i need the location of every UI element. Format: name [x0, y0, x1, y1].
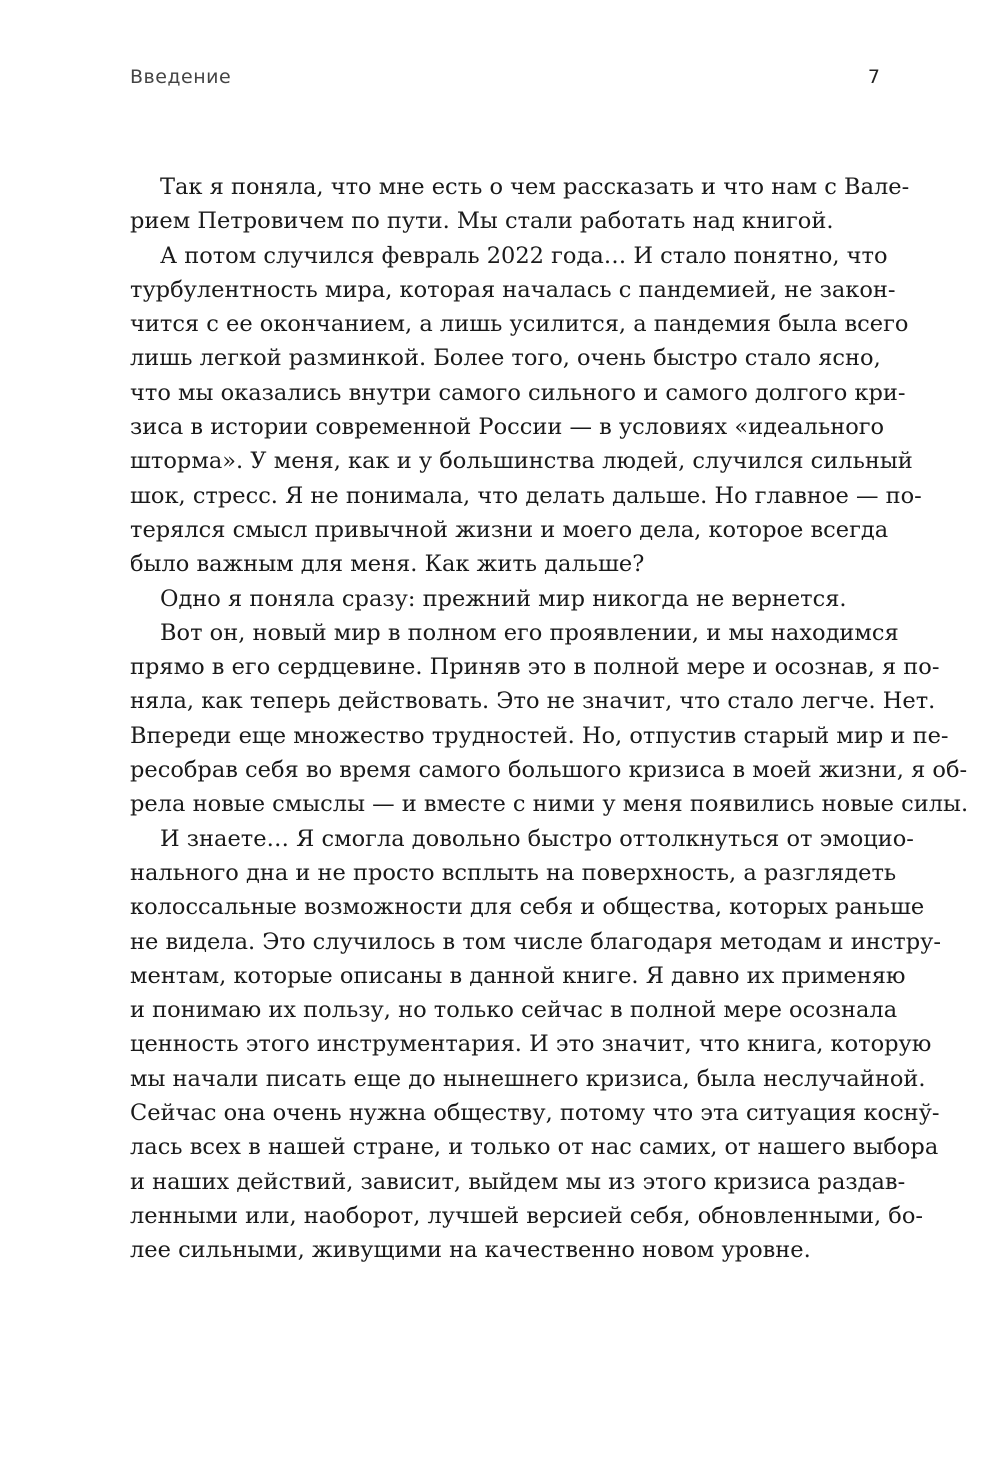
text-line: ленными или, наоборот, лучшей версией себя, обновленными, бо-: [130, 1202, 924, 1229]
body-text: [130, 170, 969, 1268]
text-line: Впереди еще множество трудностей. Но, отпустив старый мир и пе-: [130, 722, 949, 749]
text-line: лее сильными, живущими на качественно новом уровне.: [130, 1237, 811, 1264]
text-line: ментам, которые описаны в данной книге. Я давно их применяю: [130, 962, 906, 989]
text-line: рела новые смыслы — и вместе с ними у меня появились новые силы.: [130, 791, 969, 818]
text-line: зиса в истории современной России — в условиях «идеального: [130, 414, 885, 441]
text-line: Вот он, новый мир в полном его проявлении, и мы находимся: [160, 619, 899, 646]
page-number: 7: [867, 66, 880, 88]
text-line: чится с ее окончанием, а лишь усилится, а пандемия была всего: [130, 311, 909, 338]
text-line: турбулентность мира, которая началась с пандемией, не закон-: [130, 276, 896, 303]
text-line: и понимаю их пользу, но только сейчас в полной мере осознала: [130, 997, 898, 1024]
paragraph: [130, 822, 941, 1268]
text-line: няла, как теперь действовать. Это не значит, что стало легче. Нет.: [130, 688, 936, 715]
text-line: шторма». У меня, как и у большинства людей, случился сильный: [130, 448, 913, 475]
running-head: Введение: [130, 66, 232, 88]
text-line: И знаете… Я смогла довольно быстро оттолкнуться от эмоцио-: [160, 825, 914, 852]
text-line: лась всех в нашей стране, и только от нас самих, от нашего выбора: [130, 1134, 939, 1161]
paragraph: [130, 239, 922, 582]
text-line: шок, стресс. Я не понимала, что делать дальше. Но главное — по-: [130, 482, 922, 509]
text-line: нального дна и не просто всплыть на поверхность, а разглядеть: [130, 859, 897, 886]
text-line: что мы оказались внутри самого сильного и самого долгого кри-: [130, 379, 906, 406]
text-line: терялся смысл привычной жизни и моего дела, которое всегда: [130, 516, 889, 543]
paragraph: [130, 582, 873, 616]
text-line: колоссальные возможности для себя и общества, которых раньше: [130, 894, 925, 921]
text-line: не видела. Это случилось в том числе благодаря методам и инстру-: [130, 928, 941, 955]
paragraph: [130, 616, 969, 822]
paragraph: [130, 170, 910, 239]
text-line: было важным для меня. Как жить дальше?: [130, 551, 645, 578]
text-line: лишь легкой разминкой. Более того, очень быстро стало ясно,: [130, 345, 881, 372]
text-line: Сейчас она очень нужна обществу, потому что эта ситуация коснў-: [130, 1100, 940, 1127]
text-line: и наших действий, зависит, выйдем мы из этого кризиса раздав-: [130, 1168, 906, 1195]
text-line: рием Петровичем по пути. Мы стали работать над книгой.: [130, 208, 834, 235]
page-header: [130, 66, 880, 102]
text-line: ценность этого инструментария. И это значит, что книга, которую: [130, 1031, 932, 1058]
text-line: мы начали писать еще до нынешнего кризиса, была неслучайной.: [130, 1065, 926, 1092]
text-line: Одно я поняла сразу: прежний мир никогда не вернется.: [160, 585, 847, 612]
text-line: ресобрав себя во время самого большого кризиса в моей жизни, я об-: [130, 757, 968, 784]
text-line: А потом случился февраль 2022 года… И стало понятно, что: [160, 242, 888, 269]
text-line: Так я поняла, что мне есть о чем рассказать и что нам с Вале-: [160, 174, 910, 200]
text-line: прямо в его сердцевине. Приняв это в полной мере и осознав, я по-: [130, 654, 940, 681]
